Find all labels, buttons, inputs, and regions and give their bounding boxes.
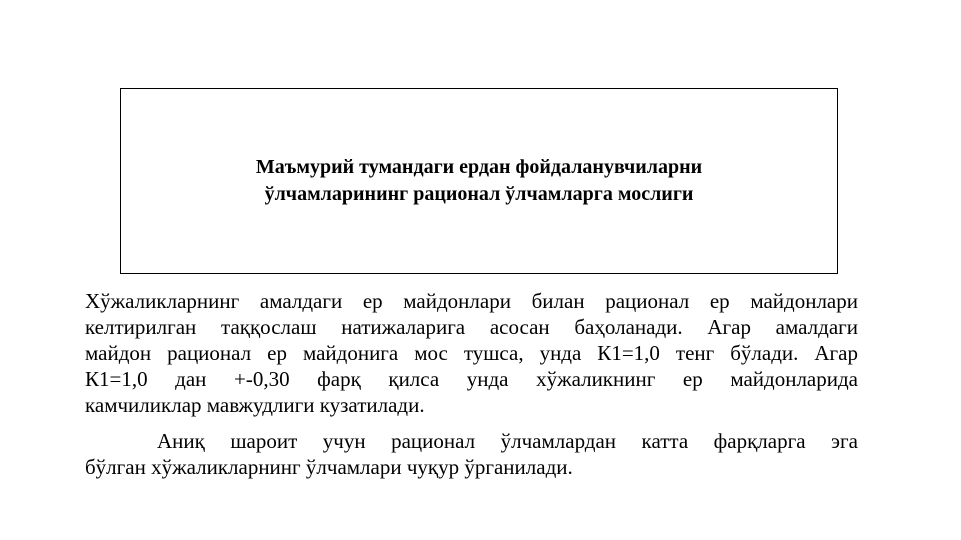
paragraph-1-line-1: Хўжаликларнинг амалдаги ер майдонлари билан рационал ер майдонлари xyxy=(85,289,858,313)
paragraph-1-line-2: келтирилган таққослаш натижаларига асосан баҳоланади. Агар амалдаги xyxy=(85,315,858,339)
title-line-2: ўлчамларининг рационал ўлчамларга мослиги xyxy=(264,183,694,205)
paragraph-2 xyxy=(85,428,858,480)
paragraph-1-line-3: майдон рационал ер майдонига мос тушса, унда К1=1,0 тенг бўлади. Агар xyxy=(85,341,858,365)
paragraph-2-line-1: Аниқ шароит учун рационал ўлчамлардан катта фарқларга эга xyxy=(157,429,858,453)
title-box xyxy=(120,88,838,274)
paragraph-1 xyxy=(85,288,858,418)
paragraph-1-line-5: камчиликлар мавжудлиги кузатилади. xyxy=(85,393,425,417)
title-line-1: Маъмурий тумандаги ердан фойдаланувчиларни xyxy=(255,156,703,178)
paragraph-2-line-2: бўлган хўжаликларнинг ўлчамлари чуқур ўрганилади. xyxy=(85,455,573,479)
paragraph-1-line-4: К1=1,0 дан +-0,30 фарқ қилса унда хўжаликнинг ер майдонларида xyxy=(85,367,858,391)
